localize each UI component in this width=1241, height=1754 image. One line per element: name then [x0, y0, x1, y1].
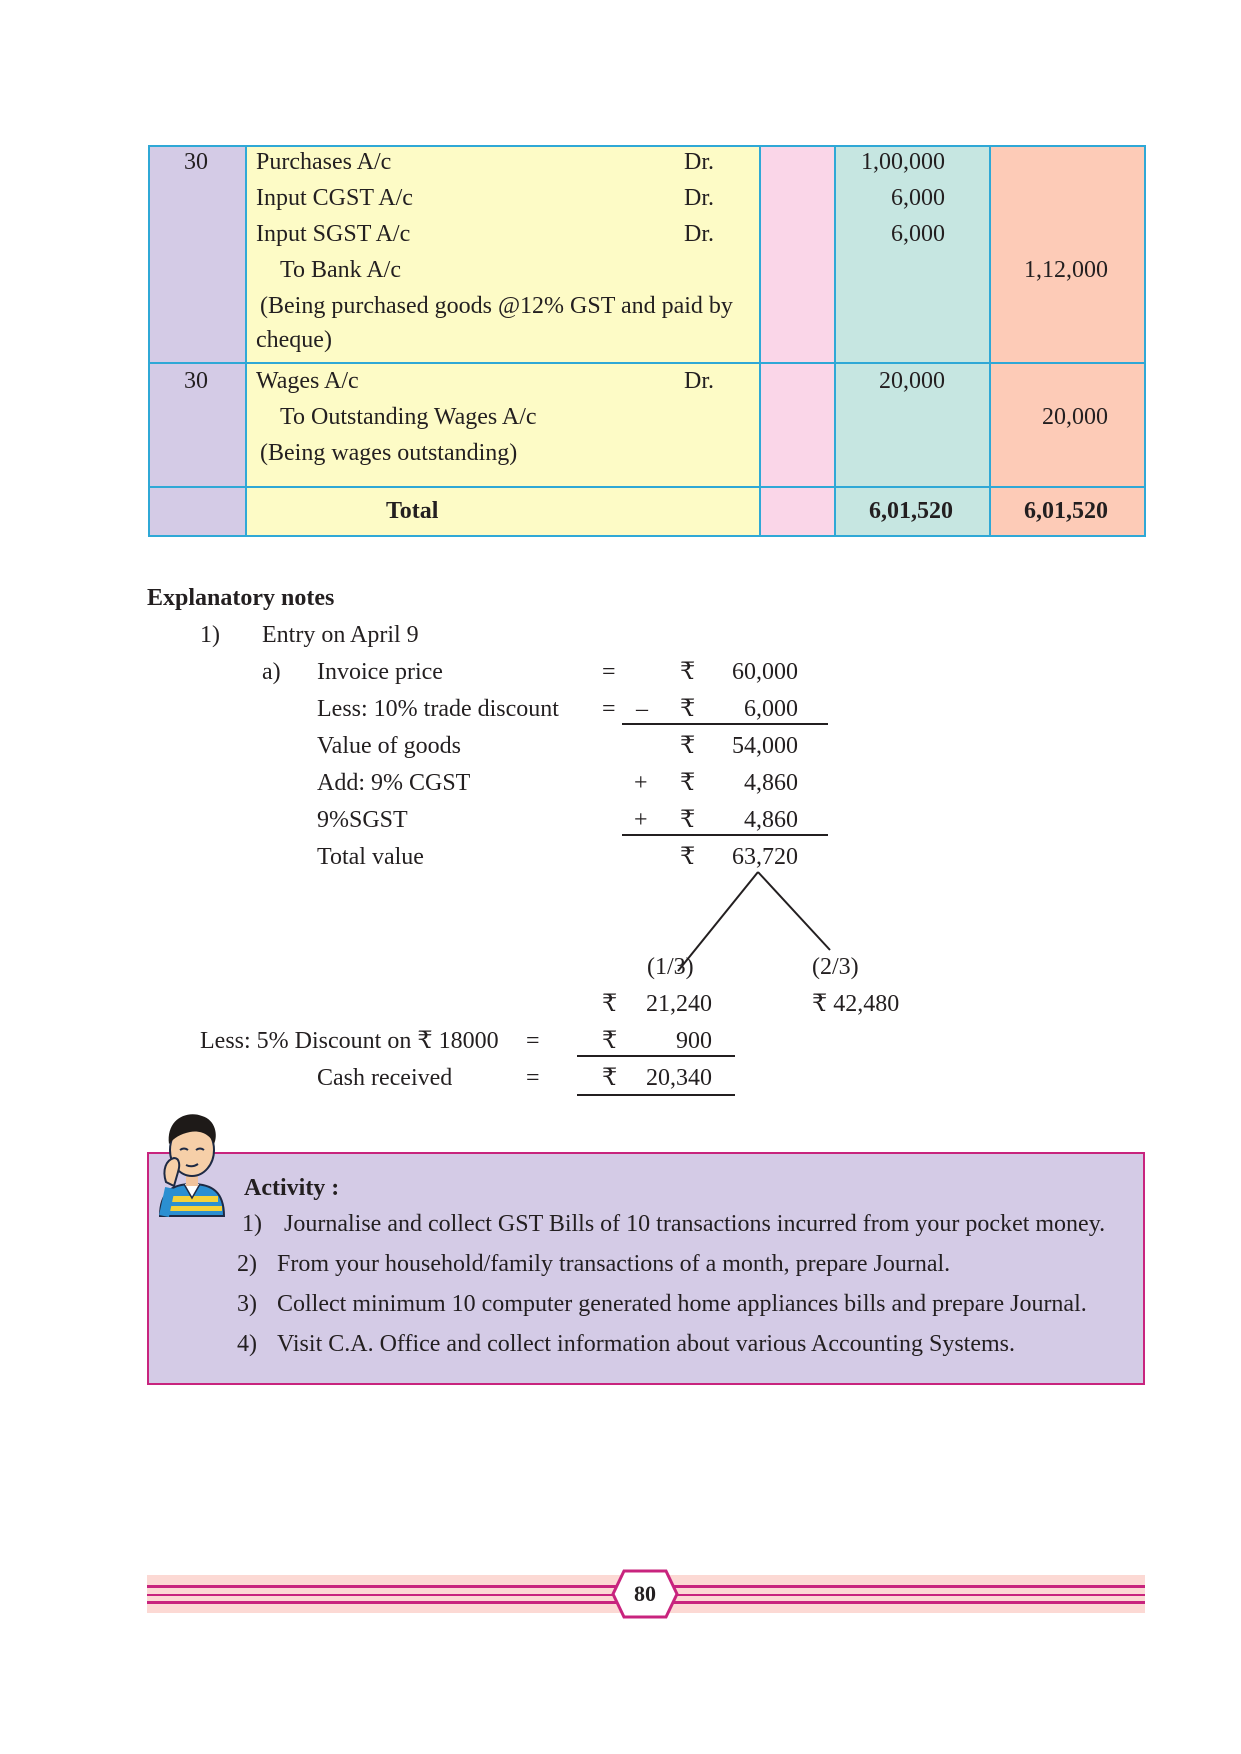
note-item-number: 1)	[200, 622, 220, 648]
row1-line3-text: Input SGST A/c	[256, 221, 411, 247]
row1-narration-2: cheque)	[256, 327, 332, 353]
split-right-fraction: (2/3)	[812, 954, 859, 980]
calc-sign: –	[636, 696, 648, 722]
date-column	[148, 145, 246, 537]
row1-line1-text: Purchases A/c	[256, 149, 392, 175]
row2-line1-text: Wages A/c	[256, 368, 359, 394]
calc-amount: 4,860	[744, 807, 798, 833]
activity-item-text: Journalise and collect GST Bills of 10 transactions incurred from your pocket money.	[284, 1211, 1106, 1237]
discount-equals: =	[526, 1028, 540, 1054]
row2-line2-text: To Outstanding Wages A/c	[280, 404, 537, 430]
credit-column	[990, 145, 1146, 537]
cash-amount: 20,340	[646, 1065, 712, 1091]
calc-label: Add: 9% CGST	[317, 770, 471, 796]
calc-label: Total value	[317, 844, 424, 870]
journal-table	[148, 145, 1146, 537]
row1-date: 30	[184, 149, 208, 175]
rupee-icon: ₹	[680, 696, 696, 722]
notes-heading: Explanatory notes	[147, 585, 335, 611]
row1-line3-dr: Dr.	[684, 221, 714, 247]
row1-line3-debit: 6,000	[891, 221, 945, 247]
row1-line1-dr: Dr.	[684, 149, 714, 175]
calc-amount: 60,000	[732, 659, 798, 685]
rupee-icon: ₹	[602, 1065, 618, 1091]
lf-column	[760, 145, 835, 537]
calc-equals: =	[602, 659, 616, 685]
calc-sign: +	[634, 770, 648, 796]
total-label: Total	[386, 498, 439, 524]
calc-label: 9%SGST	[317, 807, 408, 833]
page-number: 80	[634, 1581, 656, 1606]
note-sub-number: a)	[262, 659, 281, 685]
calc-label: Value of goods	[317, 733, 461, 759]
discount-label: Less: 5% Discount on ₹ 18000	[200, 1028, 499, 1054]
activity-item-number: 4)	[237, 1331, 257, 1357]
discount-amount: 900	[676, 1028, 712, 1054]
calc-amount: 4,860	[744, 770, 798, 796]
split-left-amount: 21,240	[646, 991, 712, 1017]
row1-line2-text: Input CGST A/c	[256, 185, 413, 211]
rupee-icon: ₹	[602, 991, 618, 1017]
row1-line4-text: To Bank A/c	[280, 257, 401, 283]
activity-item-number: 1)	[242, 1211, 262, 1237]
cash-equals: =	[526, 1065, 540, 1091]
activity-item-text: Visit C.A. Office and collect information about various Accounting Systems.	[277, 1331, 1015, 1357]
rupee-icon: ₹	[680, 844, 696, 870]
split-right-amount: ₹ 42,480	[812, 991, 900, 1017]
rupee-icon: ₹	[602, 1028, 618, 1054]
activity-item-text: Collect minimum 10 computer generated home appliances bills and prepare Journal.	[277, 1291, 1087, 1317]
row1-line4-credit: 1,12,000	[1024, 257, 1108, 283]
row2-narration: (Being wages outstanding)	[260, 440, 518, 466]
calc-label: Invoice price	[317, 659, 443, 685]
calc-equals: =	[602, 696, 616, 722]
cash-label: Cash received	[317, 1065, 453, 1091]
row1-line1-debit: 1,00,000	[861, 149, 945, 175]
split-left-fraction: (1/3)	[647, 954, 694, 980]
row2-line2-credit: 20,000	[1042, 404, 1108, 430]
note-item-title: Entry on April 9	[262, 622, 419, 648]
row1-line2-debit: 6,000	[891, 185, 945, 211]
total-debit: 6,01,520	[869, 498, 953, 524]
rupee-icon: ₹	[680, 659, 696, 685]
activity-title: Activity :	[244, 1175, 340, 1201]
calc-amount: 6,000	[744, 696, 798, 722]
rupee-icon: ₹	[680, 733, 696, 759]
activity-item-number: 3)	[237, 1291, 257, 1317]
thinking-boy-icon	[150, 1108, 234, 1218]
total-credit: 6,01,520	[1024, 498, 1108, 524]
row2-line1-debit: 20,000	[879, 368, 945, 394]
row2-line1-dr: Dr.	[684, 368, 714, 394]
rupee-icon: ₹	[680, 807, 696, 833]
row1-line2-dr: Dr.	[684, 185, 714, 211]
activity-item-text: From your household/family transactions of a month, prepare Journal.	[277, 1251, 951, 1277]
calc-label: Less: 10% trade discount	[317, 696, 559, 722]
calc-amount: 63,720	[732, 844, 798, 870]
activity-box	[147, 1152, 1145, 1385]
calc-amount: 54,000	[732, 733, 798, 759]
row2-date: 30	[184, 368, 208, 394]
activity-item-number: 2)	[237, 1251, 257, 1277]
rupee-icon: ₹	[680, 770, 696, 796]
row1-narration-1: (Being purchased goods @12% GST and paid by	[260, 293, 733, 319]
calc-sign: +	[634, 807, 648, 833]
